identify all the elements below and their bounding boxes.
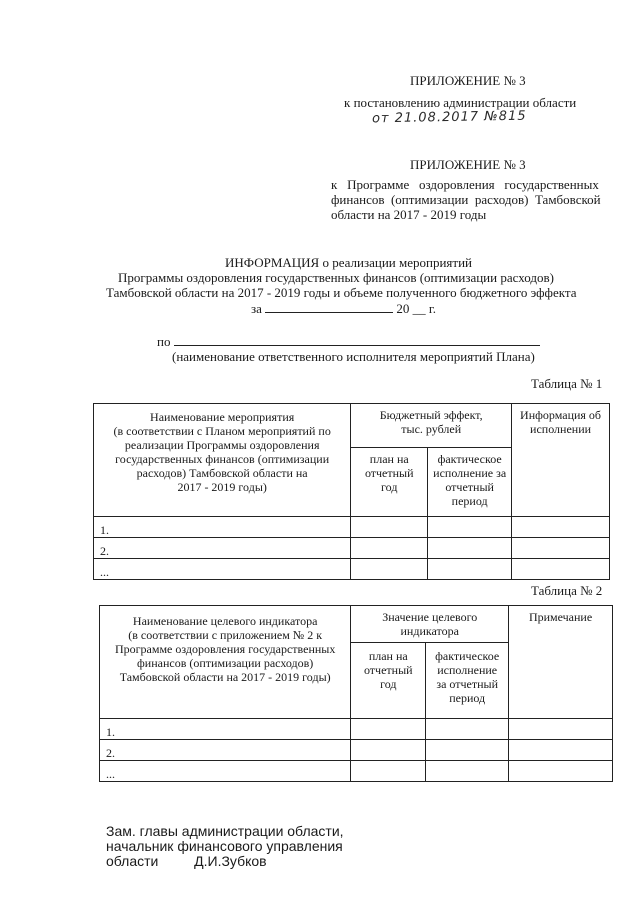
table2-row-number: ... — [100, 761, 351, 782]
table2-label: Таблица № 2 — [531, 583, 603, 598]
table1-col2b-header: фактическое исполнение за отчетный период — [428, 447, 512, 516]
heading-line2: Программы оздоровления государственных финансов (оптимизации расходов) — [118, 270, 554, 285]
executor-caption: (наименование ответственного исполнителя мероприятий Плана) — [172, 349, 535, 364]
table2-row-number: 1. — [100, 719, 351, 740]
appendix2-line1: к Программе оздоровления государственных — [331, 177, 599, 192]
table2-col2a-header: план на отчетный год — [351, 642, 426, 718]
table2 — [99, 605, 613, 782]
signature-line3 — [106, 853, 267, 869]
heading-line3: Тамбовской области на 2017 - 2019 годы и объеме полученного бюджетного эффекта — [106, 285, 577, 300]
table1-col2-header: Бюджетный эффект, тыс. рублей — [351, 404, 512, 448]
table1-row-number: 1. — [94, 517, 351, 538]
table-row — [94, 517, 610, 538]
table-row — [100, 740, 613, 761]
table1 — [93, 403, 610, 580]
appendix1-title: ПРИЛОЖЕНИЕ № 3 — [410, 73, 526, 88]
heading-period-suffix: 20 __ г. — [396, 301, 437, 316]
table2-col2-header: Значение целевого индикатора — [351, 606, 509, 643]
table1-row-number: ... — [94, 559, 351, 580]
signature-line2: начальник финансового управления — [106, 838, 343, 854]
heading-period — [251, 301, 436, 316]
heading-period-prefix: за — [251, 301, 262, 316]
appendix2-line2: финансов (оптимизации расходов) Тамбовской — [331, 192, 601, 207]
table1-row-number: 2. — [94, 538, 351, 559]
appendix1-handwritten-ref: от 21.08.2017 №815 — [371, 108, 527, 127]
heading-line1: ИНФОРМАЦИЯ о реализации мероприятий — [225, 255, 472, 270]
executor-blank — [174, 335, 540, 346]
executor-prefix: по — [157, 334, 171, 349]
table-row — [100, 719, 613, 740]
appendix1-line1: к постановлению администрации области — [344, 95, 577, 110]
table1-label: Таблица № 1 — [531, 376, 603, 391]
table1-col1-header: Наименование мероприятия (в соответствии с Планом мероприятий по реализации Программы оздоровления государственных финансов (оптимизации расходов) Тамбовской области на 2017 - 2019 годы) — [94, 404, 351, 517]
signature-name: Д.И.Зубков — [194, 853, 267, 869]
signature-line1: Зам. главы администрации области, — [106, 823, 344, 839]
table-row — [100, 761, 613, 782]
table2-col1-header: Наименование целевого индикатора (в соответствии с приложением № 2 к Программе оздоровления государственных финансов (оптимизации расходов) Тамбовской области на 2017 - 2019 годы) — [100, 606, 351, 719]
table-row — [94, 538, 610, 559]
table1-col3-header: Информация об исполнении — [512, 404, 610, 517]
table2-col3-header: Примечание — [509, 606, 613, 719]
signature-org: области — [106, 853, 159, 869]
table1-col2a-header: план на отчетный год — [351, 447, 428, 516]
appendix2-line3: области на 2017 - 2019 годы — [331, 207, 487, 222]
table2-row-number: 2. — [100, 740, 351, 761]
table2-col2b-header: фактическое исполнение за отчетный период — [426, 642, 509, 718]
executor-line — [157, 334, 540, 349]
period-blank — [265, 301, 393, 313]
table-row — [94, 559, 610, 580]
appendix2-title: ПРИЛОЖЕНИЕ № 3 — [410, 157, 526, 172]
